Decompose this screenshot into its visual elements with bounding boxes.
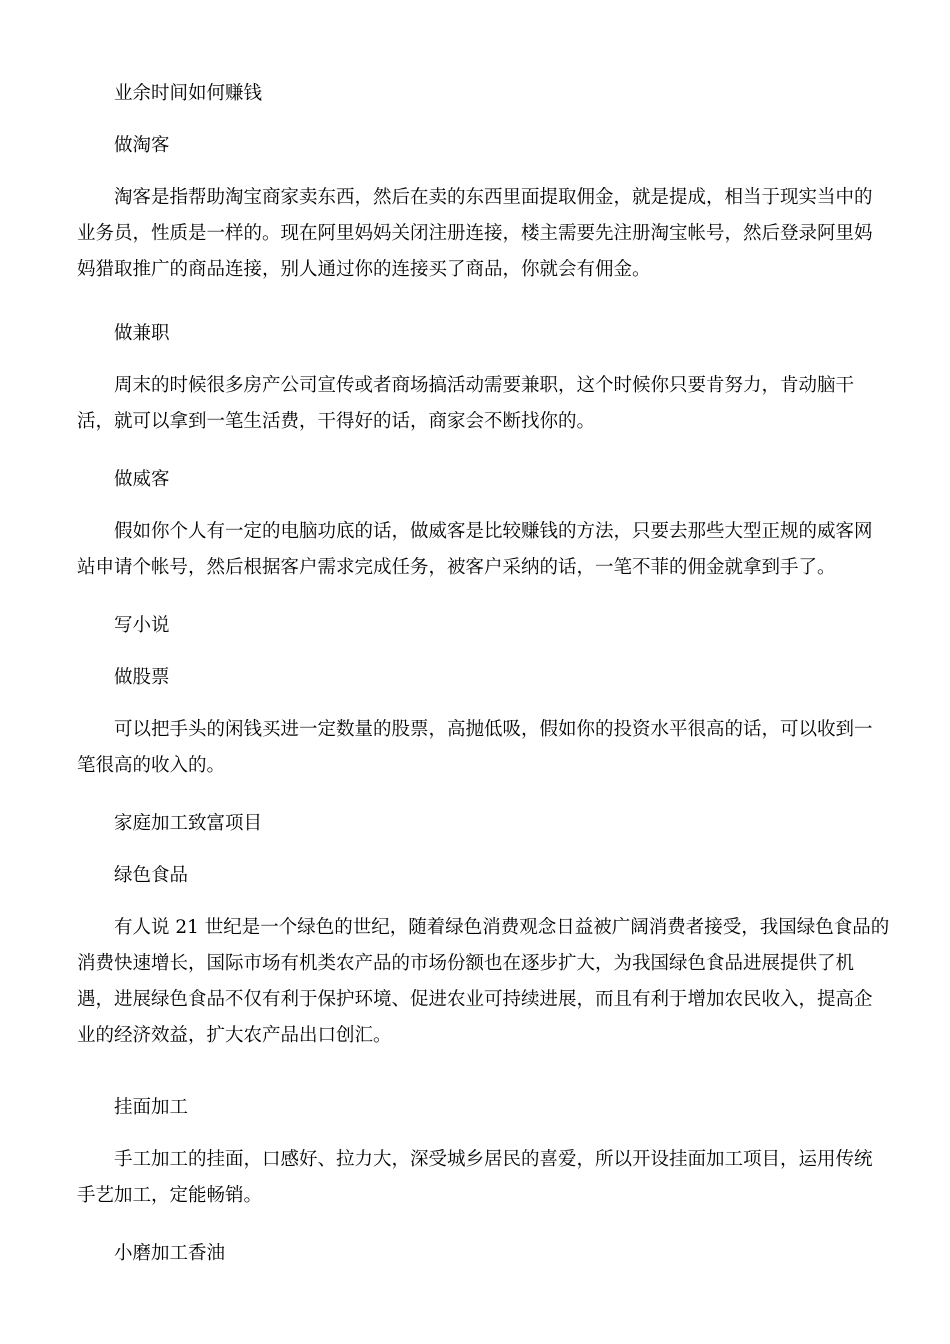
text-line: 业余时间如何赚钱	[114, 83, 263, 104]
text-line: 有人说 21 世纪是一个绿色的世纪，随着绿色消费观念日益被广阔消费者接受，我国绿色食品的	[114, 917, 890, 938]
text-line: 笔很高的收入的。	[77, 755, 226, 776]
text-line: 做兼职	[114, 323, 170, 344]
heading-spare-time-money	[114, 76, 870, 112]
text-line: 写小说	[114, 615, 170, 636]
text-line: 假如你个人有一定的电脑功底的话，做威客是比较赚钱的方法，只要去那些大型正规的威客网	[114, 521, 873, 542]
text-line: 业的经济效益，扩大农产品出口创汇。	[77, 1025, 392, 1046]
paragraph-witkey	[77, 514, 873, 586]
heading-write-novel	[114, 608, 870, 644]
heading-green-food	[114, 858, 870, 894]
text-line: 做股票	[114, 667, 170, 688]
text-line: 妈猎取推广的商品连接，别人通过你的连接买了商品，你就会有佣金。	[77, 259, 651, 280]
text-line: 手艺加工，定能畅销。	[77, 1185, 263, 1206]
text-line: 小磨加工香油	[114, 1243, 226, 1264]
text-line: 做威客	[114, 469, 170, 490]
heading-taoke	[114, 128, 870, 164]
paragraph-noodles	[77, 1142, 873, 1214]
heading-stocks	[114, 660, 870, 696]
heading-sesame-oil	[114, 1236, 870, 1272]
text-line: 手工加工的挂面，口感好、拉力大，深受城乡居民的喜爱，所以开设挂面加工项目，运用传统	[114, 1149, 873, 1170]
text-line: 做淘客	[114, 135, 170, 156]
paragraph-green-food	[77, 910, 890, 1054]
paragraph-taoke	[77, 180, 873, 288]
text-line: 可以把手头的闲钱买进一定数量的股票，高抛低吸，假如你的投资水平很高的话，可以收到一	[114, 719, 873, 740]
heading-part-time	[114, 316, 870, 352]
text-line: 周末的时候很多房产公司宣传或者商场搞活动需要兼职，这个时候你只要肯努力，肯动脑干	[114, 375, 855, 396]
text-line: 活，就可以拿到一笔生活费，干得好的话，商家会不断找你的。	[77, 411, 596, 432]
text-line: 绿色食品	[114, 865, 189, 886]
text-line: 消费快速增长，国际市场有机类农产品的市场份额也在逐步扩大，为我国绿色食品进展提供了机	[77, 953, 855, 974]
text-line: 站申请个帐号，然后根据客户需求完成任务，被客户采纳的话，一笔不菲的佣金就拿到手了。	[77, 557, 836, 578]
paragraph-part-time	[77, 368, 870, 440]
text-line: 遇，进展绿色食品不仅有利于保护环境、促进农业可持续进展，而且有利于增加农民收入，提高企	[77, 989, 873, 1010]
paragraph-stocks	[77, 712, 873, 784]
heading-home-processing	[114, 806, 870, 842]
heading-noodles	[114, 1090, 870, 1126]
text-line: 家庭加工致富项目	[114, 813, 263, 834]
text-line: 淘客是指帮助淘宝商家卖东西，然后在卖的东西里面提取佣金，就是提成，相当于现实当中的	[114, 187, 873, 208]
text-line: 挂面加工	[114, 1097, 189, 1118]
text-line: 业务员，性质是一样的。现在阿里妈妈关闭注册连接，楼主需要先注册淘宝帐号，然后登录阿里妈	[77, 223, 873, 244]
heading-witkey	[114, 462, 870, 498]
